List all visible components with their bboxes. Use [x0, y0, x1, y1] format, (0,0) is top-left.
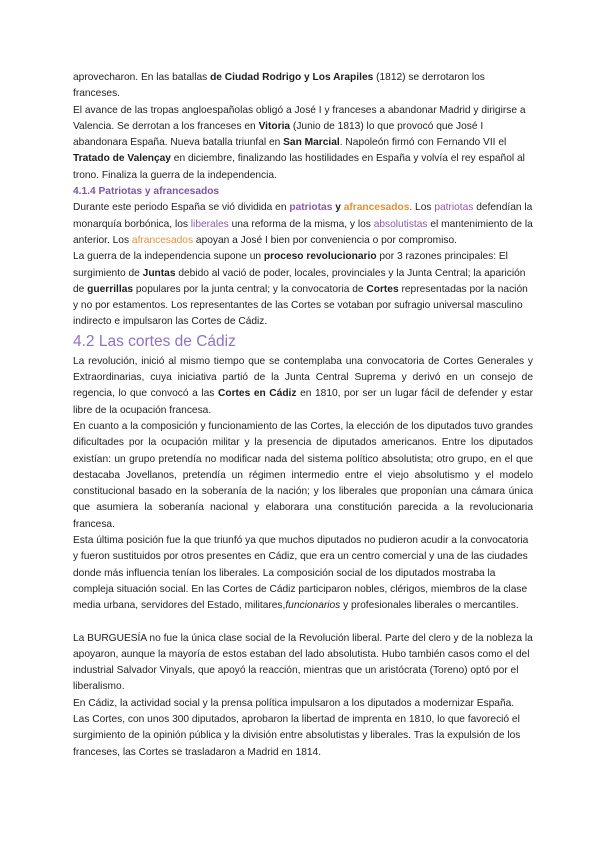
bold-term: proceso revolucionario: [263, 251, 377, 263]
text: aprovecharon. En las batallas: [73, 72, 211, 83]
section-heading: 4.2 Las cortes de Cádiz: [73, 332, 236, 350]
text: Esta última posición fue la que triunfó ya que muchos diputados no pudieron acudir a la convocatoria y fueron sustituidos por otros presentes en Cádiz, que era un centro comercial y una de las ciudades donde más influencia tenían los liberales. La composición social de los diputados mostraba la compleja situación social. En las Cortes de Cádiz participaron nobles, clérigos, miembros de la clase media urbana, servidores del Estado, militares,: [73, 535, 529, 612]
text: representadas por la nación y no por estamentos. Los representantes de las Cortes se votaban por sufragio universal masculino indirecto e impulsaron las Cortes de Cádiz.: [73, 283, 528, 328]
text: El avance de las tropas angloespañolas obligó a José I y franceses a abandonar Madrid y dirigirse a Valencia. Se derrotan a los franceses en: [73, 104, 526, 132]
text: debido al vació de poder, locales, provinciales y la Junta Central; la aparición de: [73, 267, 526, 295]
bold-term: Tratado de Valençay: [73, 153, 171, 165]
text: en diciembre, finalizando las hostilidades en España y volvía el rey español al trono. Finaliza la guerra de la independencia.: [73, 153, 525, 181]
text: populares por la junta central; y la convocatoria de: [133, 283, 367, 295]
term-patriotas: patriotas: [434, 202, 474, 214]
text: La guerra de la independencia supone un: [73, 251, 264, 263]
text: La revolución, inició al mismo tiempo que se contemplaba una convocatoria de Cortes Generales y Extraordinarias, cuya iniciativa partió de la Junta Central Suprema y derivó en un consejo de regencia, lo que convocó a las: [73, 355, 533, 400]
term-liberales: liberales: [190, 218, 229, 230]
text: y profesionales liberales o mercantiles.: [340, 600, 519, 612]
paragraph-ultima-posicion: [73, 533, 533, 614]
paragraph-patriotas: [73, 200, 533, 249]
paragraph-revolucion: [73, 354, 533, 419]
term-afrancesados: afrancesados: [131, 234, 194, 246]
term-absolutistas: absolutistas: [373, 218, 428, 230]
paragraph-composicion: En cuanto a la composición y funcionamiento de las Cortes, la elección de los diputados tuvo grandes dificultades por la ocupación militar y la presencia de diputados americanos. Entre los diputados existían: un grupo pretendía no modificar nada del sistema político absolutista; otro grupo, en el que destacaba Jovellanos, pretendía un régimen intermedio entre el viejo absolutismo y el modelo constitucional basado en la soberanía de la nación; y los liberales que proponían una cámara única que asumiera la soberanía nacional y elaborara una constitución parecida a la revolucionaria francesa.: [73, 420, 533, 530]
text: en 1810, por ser un lugar fácil de defender y estar libre de la ocupación francesa.: [73, 388, 533, 416]
paragraph-burguesia: La BURGUESÍA no fue la única clase social de la Revolución liberal. Parte del clero y de la nobleza la apoyaron, aunque la mayoría de estos estaban del lado absolutista. Hubo también casos como el del industrial Salvador Vinyals, que apoyó la reacción, mientras que un aristócrata (Toreno) optó por el liberalismo.: [73, 632, 533, 693]
term-afrancesados: afrancesados: [343, 202, 410, 214]
text: por 3 razones principales: El surgimiento de: [73, 251, 508, 279]
bold-term: Juntas: [142, 267, 176, 279]
paragraph-spacer: [73, 615, 533, 631]
paragraph-vitoria: [73, 103, 533, 184]
bold-term: guerrillas: [87, 283, 134, 295]
paragraph-proceso-revolucionario: [73, 249, 533, 330]
term-patriotas: patriotas: [289, 202, 333, 214]
document-body: [73, 70, 533, 761]
text: defendían la monarquía borbónica, los: [73, 202, 533, 230]
text: y: [332, 202, 344, 214]
bold-term: Vitoria: [258, 120, 291, 132]
text: (Junio de 1813) lo que provocó que José I abandonara España. Nueva batalla triunfal en: [73, 120, 484, 149]
text: una reforma de la misma, y los: [228, 218, 374, 230]
text: apoyan a José I bien por conveniencia o por compromiso.: [193, 234, 457, 246]
text: . Napoleón firmó con Fernando VII el: [339, 137, 507, 149]
text: (1812) se derrotaron los franceses.: [73, 72, 485, 100]
paragraph-arapiles: [73, 70, 533, 103]
paragraph-prensa: En Cádiz, la actividad social y la prensa política impulsaron a los diputados a modernizar España. Las Cortes, con unos 300 diputados, aprobaron la libertad de imprenta en 1810, lo que favoreció el surgimiento de la opinión pública y la división entre absolutistas y liberales. Tras la expulsión de los franceses, las Cortes se trasladaron a Madrid en 1814.: [73, 697, 521, 758]
bold-term: Cortes en Cádiz: [217, 388, 297, 400]
text: Durante este periodo España se vió dividida en: [73, 202, 290, 214]
italic-term: funcionarios: [285, 600, 341, 612]
text: el mantenimiento de la anterior. Los: [73, 218, 533, 246]
bold-term: San Marcial: [283, 137, 340, 149]
subsection-heading: 4.1.4 Patriotas y afrancesados: [73, 186, 220, 198]
bold-term: Cortes: [366, 283, 399, 295]
bold-term: de Ciudad Rodrigo y Los Arapiles: [210, 72, 374, 83]
text: . Los: [409, 202, 435, 214]
